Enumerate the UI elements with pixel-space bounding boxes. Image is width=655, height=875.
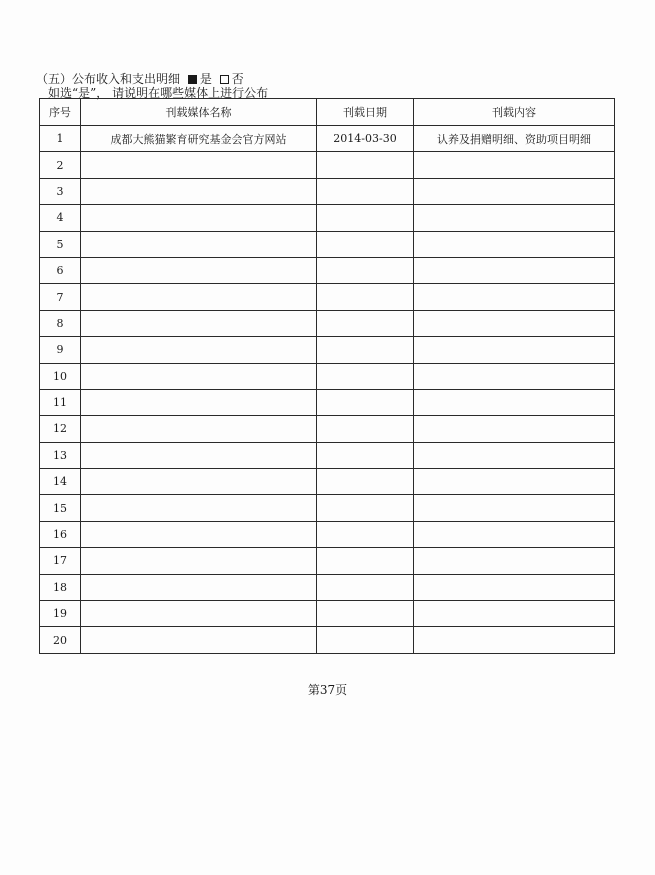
cell-publish-content	[414, 601, 615, 627]
cell-publish-content	[414, 310, 615, 336]
table-row	[40, 601, 615, 627]
cell-media-name	[81, 310, 317, 336]
table-row	[40, 310, 615, 336]
cell-serial-number: 13	[40, 442, 81, 468]
cell-publish-date: 2014-03-30	[317, 126, 414, 152]
cell-serial-number: 15	[40, 495, 81, 521]
cell-serial-number: 16	[40, 521, 81, 547]
cell-publish-content	[414, 152, 615, 178]
publication-media-table	[39, 98, 615, 654]
cell-serial-number: 4	[40, 205, 81, 231]
cell-media-name	[81, 521, 317, 547]
cell-media-name: 成都大熊猫繁育研究基金会官方网站	[81, 126, 317, 152]
header-media-name: 刊载媒体名称	[81, 99, 317, 126]
table-row	[40, 178, 615, 204]
cell-media-name	[81, 205, 317, 231]
cell-media-name	[81, 231, 317, 257]
cell-publish-content	[414, 442, 615, 468]
cell-publish-content	[414, 416, 615, 442]
yes-label: 是	[199, 72, 212, 86]
table-row	[40, 152, 615, 178]
cell-media-name	[81, 442, 317, 468]
cell-publish-date	[317, 178, 414, 204]
cell-serial-number: 10	[40, 363, 81, 389]
cell-publish-content	[414, 521, 615, 547]
header-publish-content: 刊载内容	[414, 99, 615, 126]
header-publish-date: 刊载日期	[317, 99, 414, 126]
cell-serial-number: 14	[40, 469, 81, 495]
cell-serial-number: 11	[40, 389, 81, 415]
cell-serial-number: 17	[40, 548, 81, 574]
cell-publish-date	[317, 231, 414, 257]
yes-checkbox[interactable]	[188, 75, 197, 84]
cell-publish-date	[317, 521, 414, 547]
no-label: 否	[231, 72, 244, 86]
cell-publish-date	[317, 442, 414, 468]
cell-media-name	[81, 601, 317, 627]
cell-publish-content	[414, 178, 615, 204]
cell-publish-date	[317, 495, 414, 521]
cell-publish-content	[414, 389, 615, 415]
cell-publish-date	[317, 574, 414, 600]
table-row	[40, 442, 615, 468]
cell-publish-date	[317, 469, 414, 495]
no-checkbox[interactable]	[220, 75, 229, 84]
cell-serial-number: 19	[40, 601, 81, 627]
table-row	[40, 231, 615, 257]
cell-publish-date	[317, 337, 414, 363]
table-row	[40, 363, 615, 389]
table-row	[40, 126, 615, 152]
cell-publish-date	[317, 284, 414, 310]
table-header-row	[40, 99, 615, 126]
cell-publish-content	[414, 337, 615, 363]
cell-media-name	[81, 389, 317, 415]
table-row	[40, 416, 615, 442]
cell-publish-content	[414, 363, 615, 389]
cell-publish-content	[414, 205, 615, 231]
cell-media-name	[81, 627, 317, 653]
cell-media-name	[81, 363, 317, 389]
table-row	[40, 548, 615, 574]
cell-media-name	[81, 574, 317, 600]
table-row	[40, 469, 615, 495]
table-row	[40, 257, 615, 283]
table-row	[40, 337, 615, 363]
cell-serial-number: 20	[40, 627, 81, 653]
section-heading-text: （五）公布收入和支出明细	[36, 72, 181, 86]
cell-serial-number: 7	[40, 284, 81, 310]
cell-serial-number: 1	[40, 126, 81, 152]
cell-serial-number: 5	[40, 231, 81, 257]
cell-publish-date	[317, 601, 414, 627]
cell-publish-content: 认养及捐赠明细、资助项目明细	[414, 126, 615, 152]
cell-media-name	[81, 152, 317, 178]
cell-publish-content	[414, 257, 615, 283]
table-row	[40, 521, 615, 547]
table-row	[40, 627, 615, 653]
header-serial-number: 序号	[40, 99, 81, 126]
cell-serial-number: 18	[40, 574, 81, 600]
cell-publish-content	[414, 574, 615, 600]
cell-media-name	[81, 495, 317, 521]
cell-publish-date	[317, 548, 414, 574]
instruction-text: 如选“是”， 请说明在哪些媒体上进行公布	[48, 86, 269, 100]
cell-publish-date	[317, 627, 414, 653]
cell-publish-date	[317, 389, 414, 415]
cell-serial-number: 3	[40, 178, 81, 204]
cell-publish-content	[414, 469, 615, 495]
cell-publish-date	[317, 152, 414, 178]
cell-serial-number: 12	[40, 416, 81, 442]
cell-publish-date	[317, 310, 414, 336]
cell-media-name	[81, 416, 317, 442]
cell-publish-content	[414, 231, 615, 257]
cell-publish-content	[414, 627, 615, 653]
cell-serial-number: 2	[40, 152, 81, 178]
table-row	[40, 574, 615, 600]
cell-serial-number: 9	[40, 337, 81, 363]
table-body	[40, 126, 615, 654]
cell-serial-number: 6	[40, 257, 81, 283]
cell-media-name	[81, 469, 317, 495]
cell-media-name	[81, 178, 317, 204]
page-number: 第37页	[307, 683, 348, 697]
cell-media-name	[81, 548, 317, 574]
section-heading	[36, 72, 244, 86]
cell-publish-date	[317, 416, 414, 442]
cell-serial-number: 8	[40, 310, 81, 336]
cell-media-name	[81, 284, 317, 310]
cell-publish-date	[317, 257, 414, 283]
cell-publish-date	[317, 205, 414, 231]
table-row	[40, 495, 615, 521]
table-row	[40, 205, 615, 231]
table-row	[40, 389, 615, 415]
cell-media-name	[81, 337, 317, 363]
cell-publish-content	[414, 548, 615, 574]
cell-publish-date	[317, 363, 414, 389]
table-row	[40, 284, 615, 310]
cell-media-name	[81, 257, 317, 283]
cell-publish-content	[414, 284, 615, 310]
cell-publish-content	[414, 495, 615, 521]
